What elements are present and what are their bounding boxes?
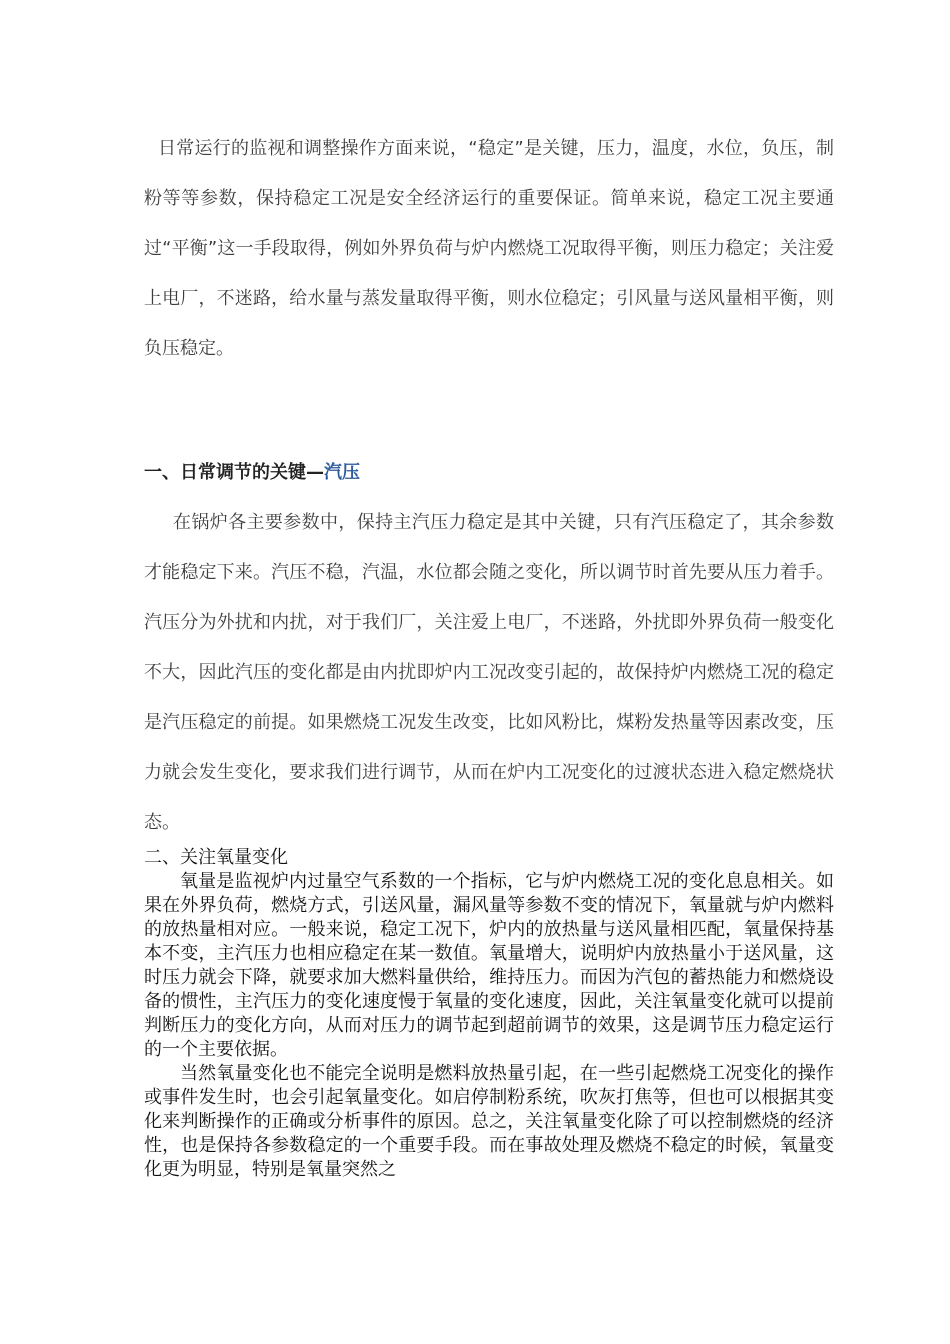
section1-body: [144, 498, 834, 848]
section1-paragraph: 在锅炉各主要参数中，保持主汽压力稳定是其中关键，只有汽压稳定了，其余参数才能稳定下来。汽压不稳，汽温，水位都会随之变化，所以调节时首先要从压力着手。汽压分为外扰和内扰，对于我们厂，关注爱上电厂，不迷路，外扰即外界负荷一般变化不大，因此汽压的变化都是由内扰即炉内工况改变引起的，故保持炉内燃烧工况的稳定是汽压稳定的前提。如果燃烧工况发生改变，比如风粉比，煤粉发热量等因素改变，压力就会发生变化，要求我们进行调节，从而在炉内工况变化的过渡状态进入稳定燃烧状态。: [144, 512, 834, 833]
intro-section: [144, 124, 834, 374]
section1-heading: [144, 458, 834, 488]
section2-heading: 二、关注氧量变化: [144, 847, 288, 868]
section2-paragraph-1: 氧量是监视炉内过量空气系数的一个指标，它与炉内燃烧工况的变化息息相关。如果在外界负荷，燃烧方式，引送风量，漏风量等参数不变的情况下，氧量就与炉内燃料的放热量相对应。一般来说，稳定工况下，炉内的放热量与送风量相匹配，氧量保持基本不变，主汽压力也相应稳定在某一数值。氧量增大，说明炉内放热量小于送风量，这时压力就会下降，就要求加大燃料量供给，维持压力。而因为汽包的蓄热能力和燃烧设备的惯性，主汽压力的变化速度慢于氧量的变化速度，因此，关注氧量变化就可以提前判断压力的变化方向，从而对压力的调节起到超前调节的效果，这是调节压力稳定运行的一个主要依据。: [144, 871, 834, 1060]
intro-paragraph: 日常运行的监视和调整操作方面来说，“稳定”是关键，压力，温度，水位，负压，制粉等等参数，保持稳定工况是安全经济运行的重要保证。简单来说，稳定工况主要通过“平衡”这一手段取得，例如外界负荷与炉内燃烧工况取得平衡，则压力稳定；关注爱上电厂，不迷路，给水量与蒸发量取得平衡，则水位稳定；引风量与送风量相平衡，则负压稳定。: [144, 138, 834, 359]
section2: [144, 846, 834, 1182]
section1-heading-accent: 汽压: [324, 462, 360, 483]
section1-heading-prefix: 一、日常调节的关键—: [144, 462, 324, 483]
section2-paragraph-2: 当然氧量变化也不能完全说明是燃料放热量引起，在一些引起燃烧工况变化的操作或事件发生时，也会引起氧量变化。如启停制粉系统，吹灰打焦等，但也可以根据其变化来判断操作的正确或分析事件的原因。总之，关注氧量变化除了可以控制燃烧的经济性，也是保持各参数稳定的一个重要手段。而在事故处理及燃烧不稳定的时候，氧量变化更为明显，特别是氧量突然之: [144, 1063, 834, 1180]
